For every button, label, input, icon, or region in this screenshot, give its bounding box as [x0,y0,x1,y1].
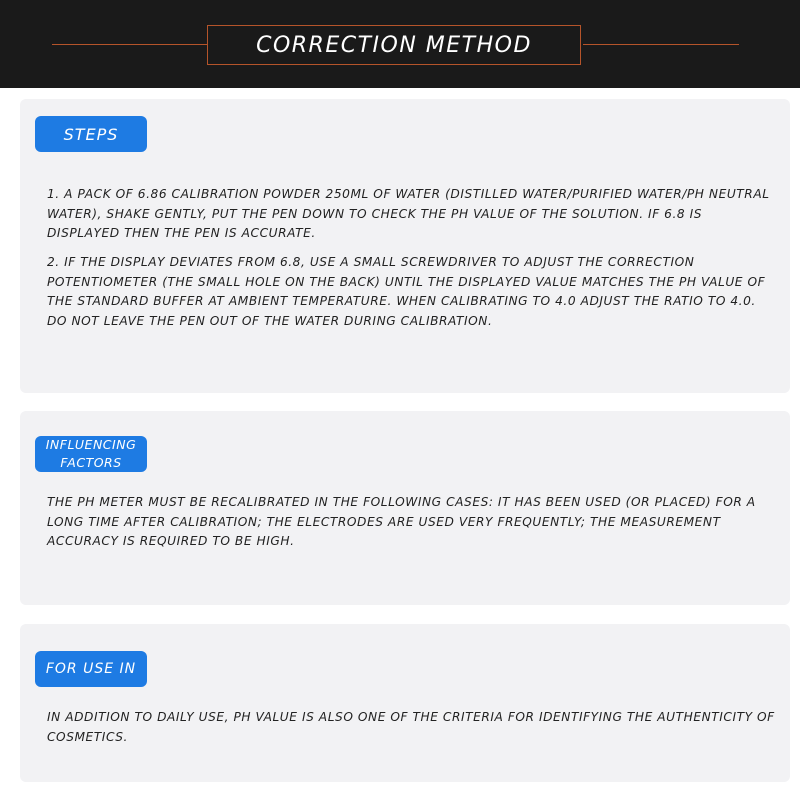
for-use-in-badge: FOR USE IN [35,651,147,687]
page-header [0,0,800,88]
influencing-factors-text: THE PH METER MUST BE RECALIBRATED IN THE FOLLOWING CASES: IT HAS BEEN USED (OR PLACED) FOR A LONG TIME AFTER CALIBRATION; THE ELECTRODES ARE USED VERY FREQUENTLY; THE MEASUREMENT ACCURACY IS REQUIRED TO BE HIGH. [47,495,756,548]
title-frame [207,25,581,65]
header-rule-left [52,44,208,45]
page-title: CORRECTION METHOD [256,32,532,58]
for-use-in-text: IN ADDITION TO DAILY USE, PH VALUE IS ALSO ONE OF THE CRITERIA FOR IDENTIFYING THE AUTHENTICITY OF COSMETICS. [47,710,775,744]
steps-card [20,99,790,393]
for-use-in-card [20,624,790,782]
influencing-factors-card [20,411,790,605]
step-2-text: 2. IF THE DISPLAY DEVIATES FROM 6.8, USE A SMALL SCREWDRIVER TO ADJUST THE CORRECTION POTENTIOMETER (THE SMALL HOLE ON THE BACK) UNTIL THE DISPLAYED VALUE MATCHES THE PH VALUE OF THE STANDARD BUFFER AT AMBIENT TEMPERATURE. WHEN CALIBRATING TO 4.0 ADJUST THE RATIO TO 4.0. DO NOT LEAVE THE PEN OUT OF THE WATER DURING CALIBRATION. [47,255,766,328]
steps-badge: STEPS [35,116,147,152]
step-1-text: 1. A PACK OF 6.86 CALIBRATION POWDER 250ML OF WATER (DISTILLED WATER/PURIFIED WATER/PH NEUTRAL WATER), SHAKE GENTLY, PUT THE PEN DOWN TO CHECK THE PH VALUE OF THE SOLUTION. IF 6.8 IS DISPLAYED THEN THE PEN IS ACCURATE. [47,187,770,240]
influencing-factors-badge: INFLUENCING FACTORS [35,436,147,472]
header-rule-right [583,44,739,45]
